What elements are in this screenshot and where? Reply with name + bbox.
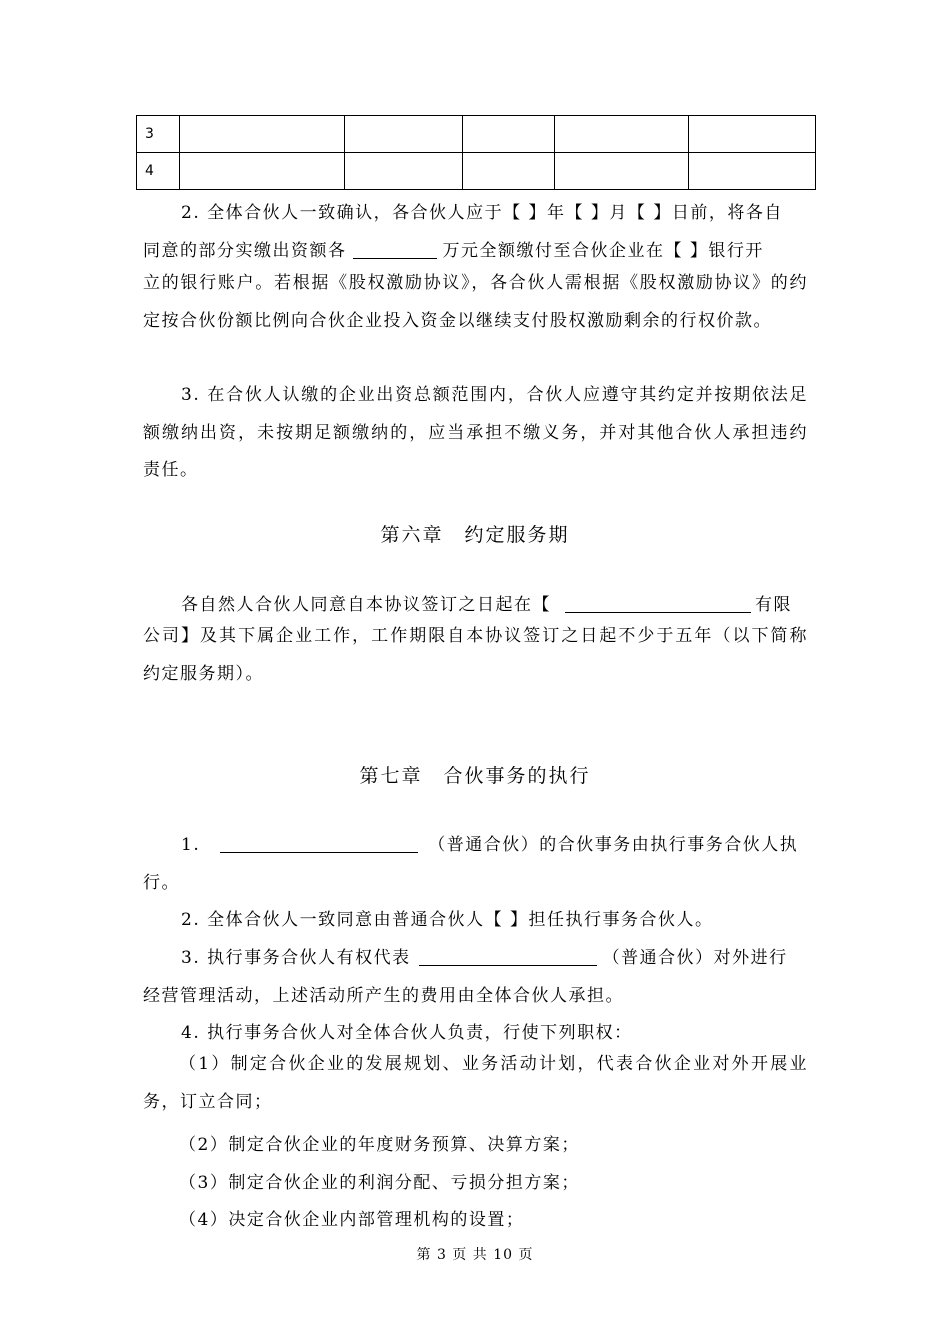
partner-table [136, 115, 816, 190]
duty-item-3: （3）制定合伙企业的利润分配、亏损分担方案； [179, 1173, 580, 1193]
clause-2-line-1: 2. 全体合伙人一致确认，各合伙人应于【 】年【 】月【 】日前，将各自 [181, 203, 783, 223]
row-number: 4 [137, 153, 180, 190]
chapter-6-title: 第六章 约定服务期 [380, 524, 570, 546]
company-name-blank [565, 594, 751, 613]
clause-3: 3. 在合伙人认缴的企业出资总额范围内，合伙人应遵守其约定并按期依法足额缴纳出资，未按期足额缴纳的，应当承担不缴义务，并对其他合伙人承担违约责任。 [143, 385, 808, 480]
ch7-clause-3-text-a: 3. 执行事务合伙人有权代表 [181, 948, 411, 968]
ch7-clause-1-text: （普通合伙）的合伙事务由执行事务合伙人执 [428, 835, 799, 855]
table-cell [689, 116, 816, 153]
partnership-name-blank-2 [419, 947, 597, 966]
ch6-line-1 [181, 590, 792, 615]
clause-number: 1. [181, 835, 201, 855]
duty-item-2: （2）制定合伙企业的年度财务预算、决算方案； [179, 1135, 580, 1155]
page-footer: 第 3 页 共 10 页 [416, 1247, 534, 1263]
chapter-7-title: 第七章 合伙事务的执行 [359, 765, 591, 787]
clause-2-text-b: 万元全额缴付至合伙企业在【 】银行开 [442, 241, 764, 261]
table-cell [345, 116, 463, 153]
ch6-text-b: 有限 [755, 595, 792, 615]
table-cell [555, 116, 689, 153]
ch6-paragraph: 公司】及其下属企业工作，工作期限自本协议签订之日起不少于五年（以下简称约定服务期）。 [143, 626, 808, 684]
ch7-clause-3-line [181, 943, 788, 968]
ch7-clause-1-end: 行。 [143, 873, 180, 893]
table-cell [555, 153, 689, 190]
clause-2-line-2 [143, 236, 764, 261]
table-row [137, 153, 816, 190]
table-cell [463, 153, 555, 190]
table-cell [180, 116, 345, 153]
row-number: 3 [137, 116, 180, 153]
amount-blank [353, 240, 437, 259]
clause-2-continued: 立的银行账户。若根据《股权激励协议》，各合伙人需根据《股权激励协议》的约定按合伙份额比例向合伙企业投入资金以继续支付股权激励剩余的行权价款。 [143, 273, 808, 331]
partnership-name-blank [220, 834, 418, 853]
ch7-clause-3-end: 经营管理活动，上述活动所产生的费用由全体合伙人承担。 [143, 986, 624, 1006]
table-cell [463, 116, 555, 153]
duty-item-1: （1）制定合伙企业的发展规划、业务活动计划，代表合伙企业对外开展业务，订立合同； [143, 1054, 808, 1112]
ch7-clause-3-text-b: （普通合伙）对外进行 [602, 948, 788, 968]
ch7-clause-2: 2. 全体合伙人一致同意由普通合伙人【 】担任执行事务合伙人。 [181, 910, 714, 930]
duty-item-4: （4）决定合伙企业内部管理机构的设置； [179, 1210, 525, 1230]
table-cell [689, 153, 816, 190]
ch7-clause-1-line [181, 830, 798, 855]
table-row [137, 116, 816, 153]
table-cell [345, 153, 463, 190]
ch7-clause-4: 4. 执行事务合伙人对全体合伙人负责，行使下列职权： [181, 1023, 633, 1043]
table-cell [180, 153, 345, 190]
clause-2-text-a: 同意的部分实缴出资额各 [143, 241, 347, 261]
ch6-text-a: 各自然人合伙人同意自本协议签订之日起在【 [181, 595, 551, 615]
